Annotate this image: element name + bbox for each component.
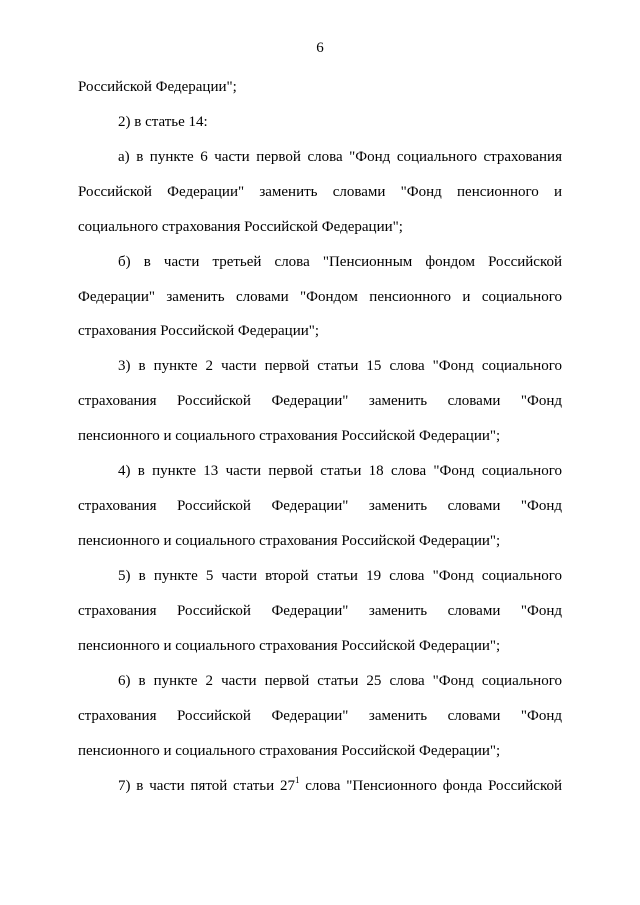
text-line: страхования Российской Федерации" заменить словами "Фонд xyxy=(78,603,562,619)
text-segment: 7) в части пятой статьи 27 xyxy=(118,778,295,794)
text-segment: слова "Пенсионного фонда Российской xyxy=(299,778,563,794)
text-line: пенсионного и социального страхования Российской Федерации"; xyxy=(78,638,501,654)
text-line: б) в части третьей слова "Пенсионным фондом Российской xyxy=(118,254,562,270)
text-line: 4) в пункте 13 части первой статьи 18 слова "Фонд социального xyxy=(118,463,562,479)
text-line: 6) в пункте 2 части первой статьи 25 слова "Фонд социального xyxy=(118,673,562,689)
text-line: пенсионного и социального страхования Российской Федерации"; xyxy=(78,428,501,444)
text-line: а) в пункте 6 части первой слова "Фонд социального страхования xyxy=(118,149,562,165)
text-line: 3) в пункте 2 части первой статьи 15 слова "Фонд социального xyxy=(118,358,562,374)
text-line: Федерации" заменить словами "Фондом пенсионного и социального xyxy=(78,289,562,305)
page-number: 6 xyxy=(316,40,324,56)
superscript: 1 xyxy=(294,775,300,785)
text-line: Российской Федерации"; xyxy=(78,79,237,95)
text-line: 2) в статье 14: xyxy=(118,114,208,130)
text-line: пенсионного и социального страхования Российской Федерации"; xyxy=(78,533,501,549)
text-line: страхования Российской Федерации" заменить словами "Фонд xyxy=(78,708,562,724)
text-line: социального страхования Российской Федерации"; xyxy=(78,219,403,235)
text-line: страхования Российской Федерации" заменить словами "Фонд xyxy=(78,498,562,514)
text-line: страхования Российской Федерации" заменить словами "Фонд xyxy=(78,393,562,409)
text-line: 5) в пункте 5 части второй статьи 19 слова "Фонд социального xyxy=(118,568,562,584)
text-line-last xyxy=(118,777,562,795)
text-line: Российской Федерации" заменить словами "Фонд пенсионного и xyxy=(78,184,562,200)
text-line: пенсионного и социального страхования Российской Федерации"; xyxy=(78,743,501,759)
text-line: страхования Российской Федерации"; xyxy=(78,323,320,339)
